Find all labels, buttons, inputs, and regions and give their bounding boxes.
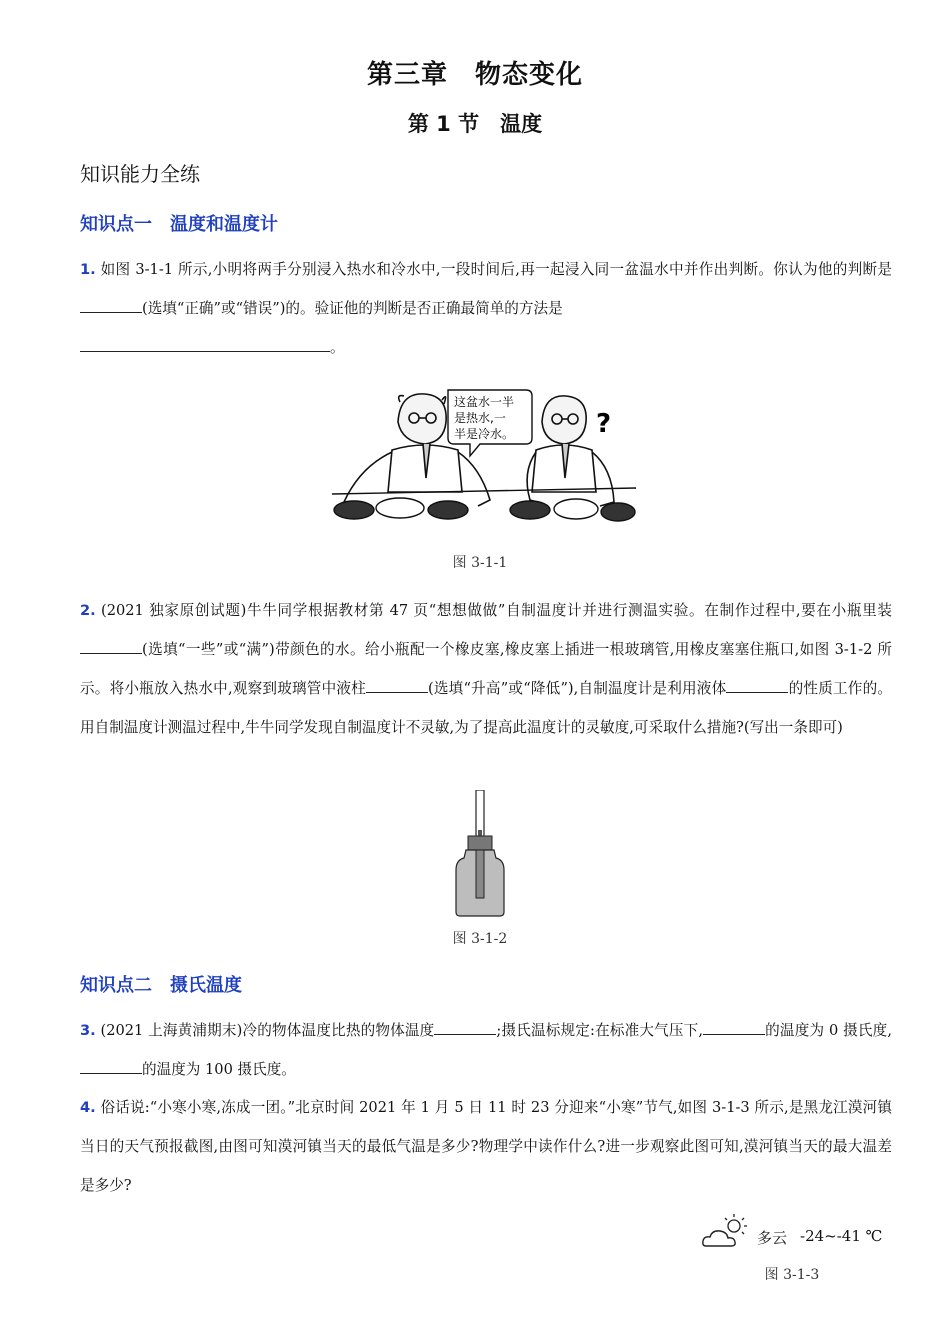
answer-blank[interactable] [80, 337, 330, 352]
answer-blank[interactable] [80, 298, 142, 313]
question-1 [80, 250, 892, 367]
section-title: 第 1 节 温度 [407, 112, 543, 136]
question-2 [80, 591, 892, 747]
water-basins [332, 488, 636, 521]
question-1-text-c: 。 [330, 339, 345, 356]
figure-3-1-1-illustration [330, 382, 640, 542]
question-4-number: 4. [80, 1099, 96, 1116]
answer-blank[interactable] [80, 639, 142, 654]
cloudy-sun-icon [700, 1212, 750, 1252]
answer-blank[interactable] [80, 1059, 142, 1074]
chapter-title: 第三章 物态变化 [366, 60, 583, 90]
question-2-text-d: 的性质工作的。用自制温度计测温过程中,牛牛同学发现自制温度计不灵敏,为了提高此温度计的灵敏度,可采取什么措施?(写出一条即可) [80, 680, 892, 736]
question-2-number: 2. [80, 602, 96, 619]
figure-3-1-2-bottle-thermometer [450, 790, 510, 920]
figure-3-1-2-caption: 图 3-1-2 [452, 931, 508, 947]
answer-blank[interactable] [434, 1020, 496, 1035]
question-3-text-d: 的温度为 100 摄氏度。 [142, 1061, 296, 1078]
question-3-text-a: (2021 上海黄浦期末)冷的物体温度比热的物体温度 [95, 1022, 435, 1039]
answer-blank[interactable] [703, 1020, 765, 1035]
speech-line-1: 这盆水一半 [454, 395, 515, 409]
question-2-text-b: (选填“一些”或“满”)带颜色的水。给小瓶配一个橡皮塞,橡皮塞上插进一根玻璃管,用橡皮塞塞住瓶口,如图 3-1-2 所示。将小瓶放入热水中,观察到玻璃管中液柱 [80, 641, 892, 697]
knowledge-point-1-heading: 知识点一 温度和温度计 [80, 214, 278, 235]
question-3-number: 3. [80, 1022, 96, 1039]
answer-blank[interactable] [366, 678, 428, 693]
weather-condition: 多云 [757, 1229, 788, 1247]
knowledge-point-2-heading: 知识点二 摄氏温度 [80, 975, 242, 996]
speech-bubble [448, 390, 532, 456]
practice-heading: 知识能力全练 [80, 162, 200, 186]
answer-blank[interactable] [726, 678, 788, 693]
question-4-text: 俗话说:“小寒小寒,冻成一团。”北京时间 2021 年 1 月 5 日 11 时 23 分迎来“小寒”节气,如图 3-1-3 所示,是黑龙江漠河镇当日的天气预报截图,由图可知漠河镇当天的最低气温是多少?物理学中读作什么?进一步观察此图可知,漠河镇当天的最大温差是多少? [80, 1099, 892, 1194]
question-1-text-a: 如图 3-1-1 所示,小明将两手分别浸入热水和冷水中,一段时间后,再一起浸入同一盆温水中并作出判断。你认为他的判断是 [95, 261, 892, 278]
question-3-text-b: ;摄氏温标规定:在标准大气压下, [496, 1022, 704, 1039]
question-4 [80, 1088, 892, 1205]
figure-3-1-1-caption: 图 3-1-1 [452, 555, 508, 571]
question-1-number: 1. [80, 261, 96, 278]
figure-3-1-3-caption: 图 3-1-3 [764, 1267, 820, 1283]
temperature-range: -24~-41 ℃ [800, 1227, 883, 1245]
question-1-text-b: (选填“正确”或“错误”)的。验证他的判断是否正确最简单的方法是 [142, 300, 563, 317]
speech-line-2: 是热水,一 [454, 411, 506, 425]
speech-line-3: 半是冷水。 [454, 427, 515, 441]
question-3-text-c: 的温度为 0 摄氏度, [765, 1022, 893, 1039]
question-2-text-c: (选填“升高”或“降低”),自制温度计是利用液体 [427, 680, 727, 697]
question-3 [80, 1011, 892, 1089]
question-2-text-a: (2021 独家原创试题)牛牛同学根据教材第 47 页“想想做做”自制温度计并进行测温实验。在制作过程中,要在小瓶里装 [95, 602, 892, 619]
question-mark-icon: ? [596, 409, 612, 439]
